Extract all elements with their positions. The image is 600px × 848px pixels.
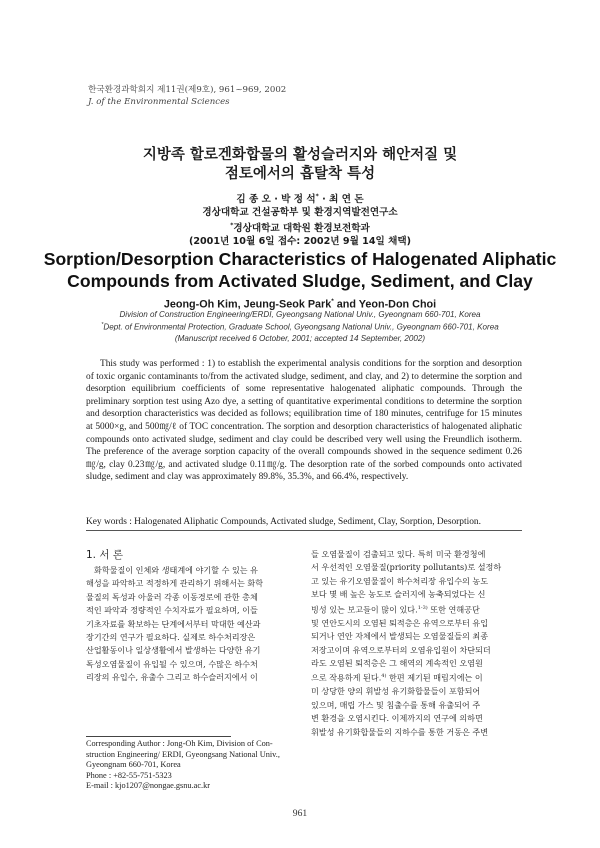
body-line: 및 연안도시의 오염된 퇴적층은 유역으로부터 유입	[311, 617, 489, 628]
correspondence-line2: struction Engineering/ ERDI, Gyeongsang National Univ.,	[86, 749, 280, 759]
english-affiliation2: Dept. of Environmental Protection, Graduate School, Gyeongsang National Univ., Gyeongnam 660-701, Korea	[103, 322, 499, 332]
english-author-names2: and Yeon-Don Choi	[333, 298, 437, 311]
body-line: 적인 파악과 정량적인 수치자료가 필요하며, 이들	[86, 605, 258, 616]
right-column	[311, 548, 523, 739]
body-text: 으로 작용하게 된다.	[311, 673, 382, 684]
body-line: 장기간의 연구가 필요하다. 실제로 하수처리장은	[86, 632, 256, 643]
korean-affiliation2: 경상대학교 대학원 환경보전학과	[233, 223, 370, 235]
body-line: 해성을 파악하고 적정하게 관리하기 위해서는 화학	[86, 578, 264, 589]
korean-author-block	[0, 190, 600, 248]
body-line: 휘발성 유기화합물들의 지하수를 통한 거동은 주변	[311, 726, 489, 737]
english-affiliation2-line	[0, 320, 600, 333]
left-column	[86, 548, 296, 685]
footnote-rule	[86, 736, 231, 737]
korean-received-date: (2001년 10월 6일 접수: 2002년 9월 14일 채택)	[188, 236, 412, 248]
korean-title	[0, 146, 600, 184]
section-heading: 1. 서 론	[86, 549, 123, 561]
correspondence-line3: Gyeongnam 660-701, Korea	[86, 760, 181, 770]
korean-title-line1: 지방족 할로겐화합물의 활성슬러지와 해안저질 및	[142, 147, 458, 163]
korean-affiliation2-mark: *	[230, 222, 234, 230]
page-number: 961	[292, 808, 308, 819]
korean-title-line2: 점토에서의 흡탈착 특성	[224, 166, 376, 182]
correspondence-phone: Phone : +82-55-751-5323	[86, 770, 172, 780]
english-author-names: Jeong-Oh Kim, Jeung-Seok Park	[163, 298, 332, 311]
journal-reference	[88, 84, 286, 108]
english-affiliations	[0, 309, 600, 344]
body-line: 들 오염물질이 검출되고 있다. 특히 미국 환경청에	[311, 549, 486, 559]
citation-ref: 1-3)	[417, 604, 428, 611]
body-line: 저장고이며 유역으로부터의 오염유입원이 차단되더	[311, 644, 491, 655]
journal-name: J. of the Environmental Sciences	[88, 97, 230, 107]
body-line	[311, 670, 523, 685]
abstract-divider	[86, 530, 522, 531]
english-title-line1: Sorption/Desorption Characteristics of Halogenated Aliphatic	[43, 249, 557, 269]
korean-affiliation1: 경상대학교 건설공학부 및 환경지역발전연구소	[202, 207, 398, 219]
body-line: 변 환경을 오염시킨다. 이제까지의 연구에 의하면	[311, 713, 483, 724]
abstract-text: This study was performed : 1) to establish the experimental analysis conditions for the sorption and desorption of toxic organic contaminants to/from the activated sludge, sediment, and clay, and 2) to determine the sorption and desorption equilibrium coefficients of some representative halogenated aliphatic compounds. Through the preliminary sorption test using Azo dye, a setting of quantitative experimental conditions to determine the sorption and desorption characteristics was decided as follows; equilibration time of 180 minutes, centrifuge for 15 minutes at 5000×g, and 500㎎/ℓ of TOC concentration. The sorption and desorption characteristics of halogenated aliphatic compounds onto activated sludge, sediment and clay could be described very well using the Freundlich isotherm. The preference of the average sorption capacity of the overall compounds showed in the sequence sediment 0.26㎎/g, clay 0.23㎎/g, and activated sludge 0.11㎎/g. The desorption rate of the sorbed compounds onto activated sludge, sediment and clay was approximately 89.8%, 35.3%, and 66.4%, respectively.	[86, 359, 522, 483]
manuscript-dates: (Manuscript received 6 October, 2001; accepted 14 September, 2002)	[174, 333, 426, 343]
correspondence-footnote	[86, 739, 301, 792]
correspondence-email: E-mail : kjo1207@nongae.gsnu.ac.kr	[86, 781, 210, 791]
keywords: Key words : Halogenated Aliphatic Compounds, Activated sludge, Sediment, Clay, Sorption, Desorption.	[86, 517, 481, 527]
abstract	[86, 358, 522, 484]
body-line: 미 상당한 양의 휘발성 유기화합물들이 포함되어	[311, 686, 481, 697]
body-line: 화학물질이 인체와 생태계에 야기할 수 있는 유	[94, 565, 258, 575]
body-line: 물질의 독성과 아울러 각종 이동경로에 관한 총체	[86, 591, 258, 602]
body-line: 고 있는 유기오염물질이 하수처리장 유입수의 농도	[311, 575, 489, 586]
body-line: 있으며, 매립 가스 및 침출수를 통해 유출되어 주	[311, 699, 481, 710]
body-line: 기초자료를 확보하는 단계에서부터 막대한 예산과	[86, 618, 261, 629]
correspondence-line1: Corresponding Author : Jong-Oh Kim, Division of Con-	[86, 739, 273, 748]
english-title-line2: Compounds from Activated Sludge, Sediment, and Clay	[67, 271, 533, 291]
body-text: 한편 제기된 매립지에는 이	[389, 673, 483, 684]
body-line: 서 우선적인 오염물질(priority pollutants)로 설정하	[311, 562, 502, 573]
body-line: 보다 몇 배 높은 농도로 슬러지에 농축되었다는 신	[311, 589, 486, 600]
body-text: 빙성 있는 보고들이 많이 있다.	[311, 604, 418, 615]
body-line: 독성오염물질이 유입될 수 있으며, 수많은 하수처	[86, 658, 258, 669]
korean-affiliation2-line	[0, 219, 600, 235]
korean-author-names: 김 종 오 · 박 정 석	[236, 194, 316, 206]
citation-ref: 4)	[381, 673, 387, 680]
korean-authors	[0, 190, 600, 206]
body-line	[311, 602, 523, 617]
english-author-mark: *	[331, 298, 334, 305]
korean-author-names2: · 최 연 돈	[318, 194, 364, 206]
english-affiliation1: Division of Construction Engineering/ERDI, Gyeongsang National Univ., Gyeongnam 660-701, Korea	[119, 310, 481, 319]
body-line: 산업활동이나 일상생활에서 발생하는 다양한 유기	[86, 645, 261, 656]
body-line: 라도 오염된 퇴적층은 그 해역의 계속적인 오염원	[311, 657, 483, 668]
body-line: 되거나 연안 자체에서 발생되는 오염물질들의 최종	[311, 631, 489, 642]
body-line: 리장의 유입수, 유출수 그리고 하수슬러지에서 이	[86, 672, 258, 683]
english-affiliation2-mark: *	[101, 322, 104, 328]
journal-citation: 한국환경과학회지 제11권(제9호), 961~969, 2002	[88, 85, 287, 95]
english-title	[0, 248, 600, 292]
body-text: 또한 연해공단	[430, 604, 480, 615]
korean-author-mark: *	[315, 193, 319, 200]
